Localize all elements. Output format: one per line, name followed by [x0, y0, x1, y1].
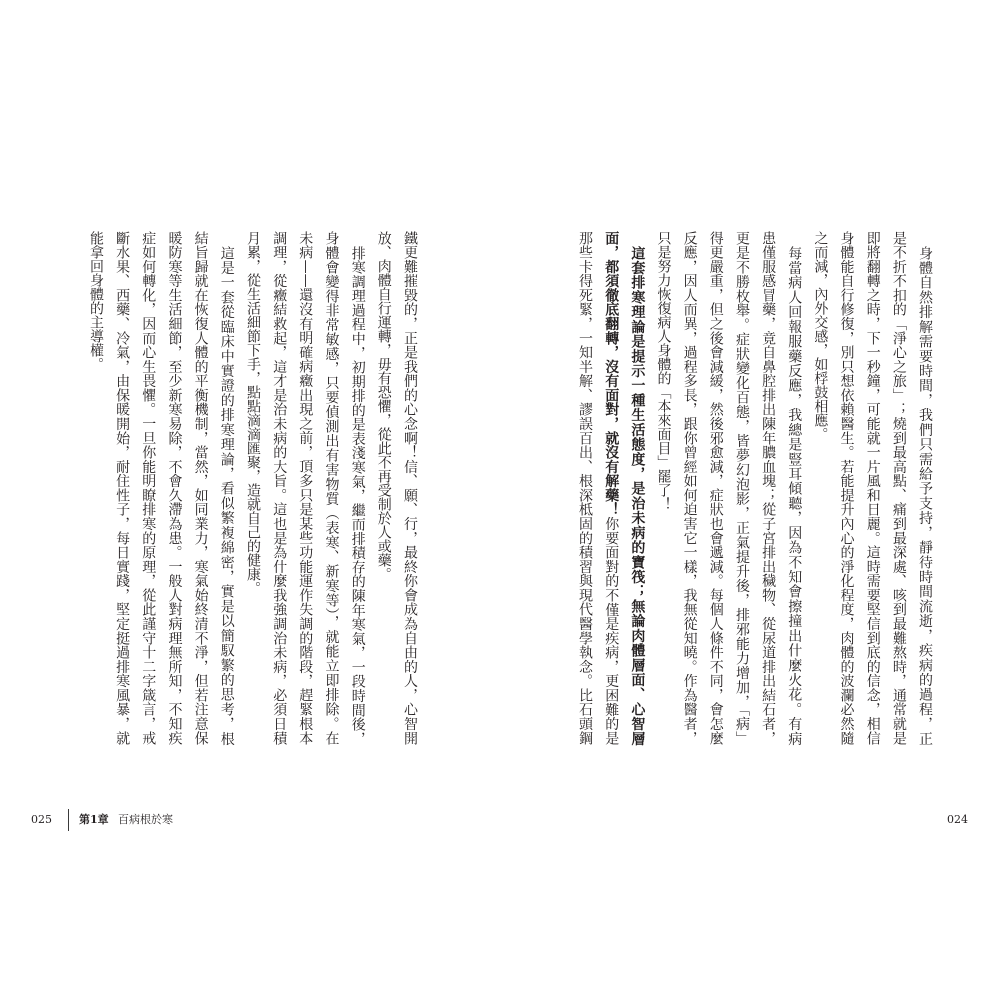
- text-column: 身體會變得非常敏感，只要偵測出有害物質（表寒、新寒等），就能立即排除。在: [323, 231, 340, 745]
- text-column: 暖防寒等生活細節，至少新寒易除，不會久滯為患。一般人對病理無所知，不知疾: [166, 231, 183, 745]
- text-column: 調理，從癥結救起，這才是治未病的大旨。這也是為什麼我強調治未病，必須日積: [271, 231, 288, 745]
- text-column: 那些卡得死緊，一知半解、謬誤百出、根深柢固的積習與現代醫學執念。比石頭鋼: [577, 231, 594, 745]
- text-column: 只是努力恢復病人身體的「本來面目」罷了！: [655, 231, 672, 511]
- text-column: 鐵更難摧毀的，正是我們的心念啊！信、願、行，最終你會成為自由的人，心智開: [402, 231, 418, 745]
- emphasized-text-column: 這套排寒理論是提示一種生活態度，是治未病的寶筏；無論肉體層面、心智層: [629, 245, 646, 745]
- right-page: [500, 0, 1000, 1000]
- text-column: 斷水果、西藥、冷氣，由保暖開始，耐住性子，每日實踐，堅定挺過排寒風暴，就: [114, 231, 131, 745]
- emphasized-text: 面，都須徹底翻轉，沒有面對，就沒有解藥！: [603, 231, 620, 517]
- text-column: 月累，從生活細節下手，點點滴滴匯聚，造就自己的健康。: [245, 231, 261, 595]
- page-number-right: 024: [947, 813, 968, 826]
- text-column: 更是不勝枚舉。症狀變化百態，皆夢幻泡影，正氣提升後，排邪能力增加，「病」: [733, 231, 750, 745]
- text-column: 能拿回身體的主導權。: [88, 231, 104, 371]
- text-column: 反應，因人而異，過程多長，跟你曾經如何迫害它一樣，我無從知曉。作為醫者，: [681, 231, 698, 745]
- text-column: 症如何轉化，因而心生畏懼。一旦你能明瞭排寒的原理，從此謹守十二字箴言，戒: [140, 231, 157, 745]
- text-column: 結旨歸就在恢復人體的平衡機制，當然，如同業力，寒氣始終清不淨，但若注意保: [192, 231, 209, 745]
- text-column: 之而減，內外交感，如桴鼓相應。: [812, 231, 829, 441]
- text-segment: 你要面對的不僅是疾病，更困難的是: [603, 516, 620, 746]
- text-column: 得更嚴重，但之後會減緩，然後邪愈減，症狀也會遞減。每個人條件不同，會怎麼: [707, 231, 724, 745]
- chapter-title: 百病根於寒: [118, 813, 173, 826]
- text-column: 身體能自行修復，別只想依賴醫生。若能提升內心的淨化程度，肉體的波瀾必然隨: [838, 231, 855, 745]
- text-column: 每當病人回報服藥反應，我總是豎耳傾聽，因為不知會擦撞出什麼火花。有病: [786, 245, 803, 745]
- text-column: [601, 231, 621, 745]
- text-column: 身體自然排解需要時間，我們只需給予支持，靜待時間流逝，疾病的過程，正: [917, 245, 933, 745]
- text-column: 患僅服感冒藥，竟自鼻腔排出陳年膿血塊；從子宮排出穢物、從尿道排出結石者，: [760, 231, 777, 745]
- text-column: 即將翻轉之時，下一秒鐘，可能就一片風和日麗。這時需要堅信到底的信念，相信: [864, 231, 881, 745]
- text-column: 未病——還沒有明確病癥出現之前，頂多只是某些功能運作失調的階段，趕緊根本: [297, 231, 314, 745]
- text-column: 放、肉體自行運轉，毋有恐懼，從此不再受制於人或藥。: [375, 231, 392, 581]
- chapter-label: 第1章: [79, 813, 109, 826]
- text-column: 排寒調理過程中，初期排的是表淺寒氣，繼而排積存的陳年寒氣，一段時間後，: [349, 245, 366, 745]
- text-column: 是不折不扣的「淨心之旅」；燒到最高點、痛到最深處、咳到最難熬時，通常就是: [890, 231, 907, 745]
- text-column: 這是一套從臨床中實證的排寒理論，看似繁複綿密，實是以簡馭繁的思考，根: [218, 245, 235, 745]
- footer-divider: [68, 809, 69, 831]
- page-number-left: 025: [31, 813, 52, 826]
